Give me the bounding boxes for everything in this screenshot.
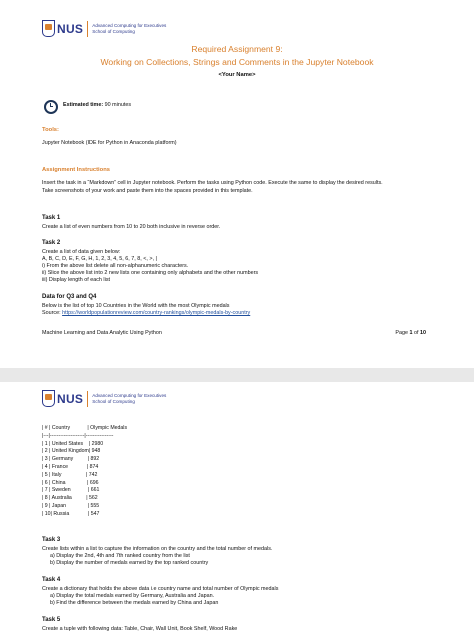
task2-line-4: ii) Slice the above list into 2 new lists one containing only alphabets and the other numbers	[42, 270, 259, 276]
task4-line-1: Create a dictionary that holds the above data i.e country name and total number of Olympic medals	[42, 586, 279, 592]
medal-table-line: | 3 | Germany | 892	[42, 456, 100, 463]
source-label: Source:	[42, 310, 61, 316]
footer-page-number	[395, 330, 426, 336]
task2-line-2: A, B, C, D, E, F, G, H, 1, 2, 3, 4, 5, 6, 7, 8, <, >, |	[42, 256, 157, 262]
task5-line-1: Create a tuple with following data: Table, Chair, Wall Unit, Book Shelf, Wood Rake	[42, 626, 238, 632]
instructions-line-2: Take screenshots of your work and paste them into the spaces provided in this template.	[42, 188, 253, 194]
medal-table-line: | 10| Russia | 547	[42, 510, 100, 517]
medal-table-line: | 5 | Italy | 742	[42, 471, 98, 478]
estimated-time-value: 90 minutes	[104, 102, 132, 108]
logo-sub-line-2: School of Computing	[92, 398, 135, 404]
tools-heading: Tools:	[42, 127, 59, 133]
logo-subtitle	[92, 23, 166, 35]
footer-page-word: Page	[395, 330, 408, 336]
nus-crest-icon	[42, 20, 55, 37]
medal-table-line: | 1 | United States | 2980	[42, 440, 104, 447]
task3-line-2: a) Display the 2nd, 4th and 7th ranked country from the list	[50, 553, 190, 559]
task2-line-3: i) From the above list delete all non-alphanumeric characters.	[42, 263, 189, 269]
estimated-time	[63, 102, 131, 109]
medal-table-markdown	[42, 425, 127, 519]
your-name-placeholder: <Your Name>	[218, 72, 256, 78]
nus-logo	[42, 20, 166, 37]
task1-text: Create a list of even numbers from 10 to 20 both inclusive in reverse order.	[42, 224, 221, 230]
medal-table-line: |---|--------------------|----------------	[42, 432, 114, 439]
logo-divider	[87, 21, 88, 37]
task2-heading: Task 2	[42, 240, 61, 246]
medal-table-line: | 6 | China | 696	[42, 479, 99, 486]
task1-heading: Task 1	[42, 215, 61, 221]
footer-current-page: 1	[409, 330, 413, 336]
assignment-title-line-2: Working on Collections, Strings and Comments in the Jupyter Notebook	[100, 57, 374, 67]
instructions-line-1: Insert the task in a “Markdown” cell in Jupyter notebook. Perform the tasks using Python code. Execute the same to display the desired results.	[42, 180, 383, 186]
medal-table-line: | 9 | Japan | 555	[42, 502, 100, 509]
logo-sub-line-1: Advanced Computing for Executives	[92, 22, 167, 28]
nus-logo-page-2	[42, 390, 166, 407]
medal-table-line: | 8 | Australia | 562	[42, 495, 98, 502]
footer-course-title: Machine Learning and Data Analytic Using Python	[42, 330, 162, 336]
instructions-heading: Assignment Instructions	[42, 167, 110, 173]
task4-line-2: a) Display the total medals earned by Germany, Australia and Japan.	[50, 593, 215, 599]
medal-table-line: | 4 | France | 874	[42, 463, 99, 470]
footer-of-word: of	[414, 330, 419, 336]
nus-crest-icon	[42, 390, 55, 407]
task4-heading: Task 4	[42, 577, 61, 583]
task4-line-3: b) Find the difference between the medals earned by China and Japan	[50, 600, 219, 606]
document-page-2	[0, 382, 474, 632]
logo-sub-line-1: Advanced Computing for Executives	[92, 392, 167, 398]
logo-brand: NUS	[57, 391, 84, 406]
task3-line-3: b) Display the number of medals earned by the top ranked country	[50, 560, 209, 566]
logo-subtitle	[92, 393, 166, 405]
source-line	[42, 310, 250, 317]
task2-line-1: Create a list of data given below:	[42, 249, 121, 255]
data-text: Below is the list of top 10 Countries in the World with the most Olympic medals	[42, 303, 230, 309]
data-heading: Data for Q3 and Q4	[42, 294, 97, 300]
task3-line-1: Create lists within a list to capture the information on the country and the total number of medals.	[42, 546, 273, 552]
task3-heading: Task 3	[42, 537, 61, 543]
medal-table-line: | 2 | United Kingdom| 948	[42, 448, 101, 455]
estimated-time-label: Estimated time:	[63, 102, 104, 108]
clock-icon	[44, 100, 58, 114]
logo-divider	[87, 391, 88, 407]
task2-line-5: iii) Display length of each list	[42, 277, 111, 283]
task5-heading: Task 5	[42, 617, 61, 623]
logo-sub-line-2: School of Computing	[92, 28, 135, 34]
logo-brand: NUS	[57, 21, 84, 36]
source-link[interactable]: https://worldpopulationreview.com/country-rankings/olympic-medals-by-country	[62, 310, 251, 316]
medal-table-line: | # | Country | Olympic Medals	[42, 425, 128, 431]
tools-text: Jupyter Notebook (IDE for Python in Anaconda platform)	[42, 140, 177, 146]
assignment-title-line-1: Required Assignment 9:	[191, 44, 283, 54]
medal-table-line: | 7 | Sweden | 661	[42, 487, 100, 494]
footer-total-pages: 10	[420, 330, 426, 336]
